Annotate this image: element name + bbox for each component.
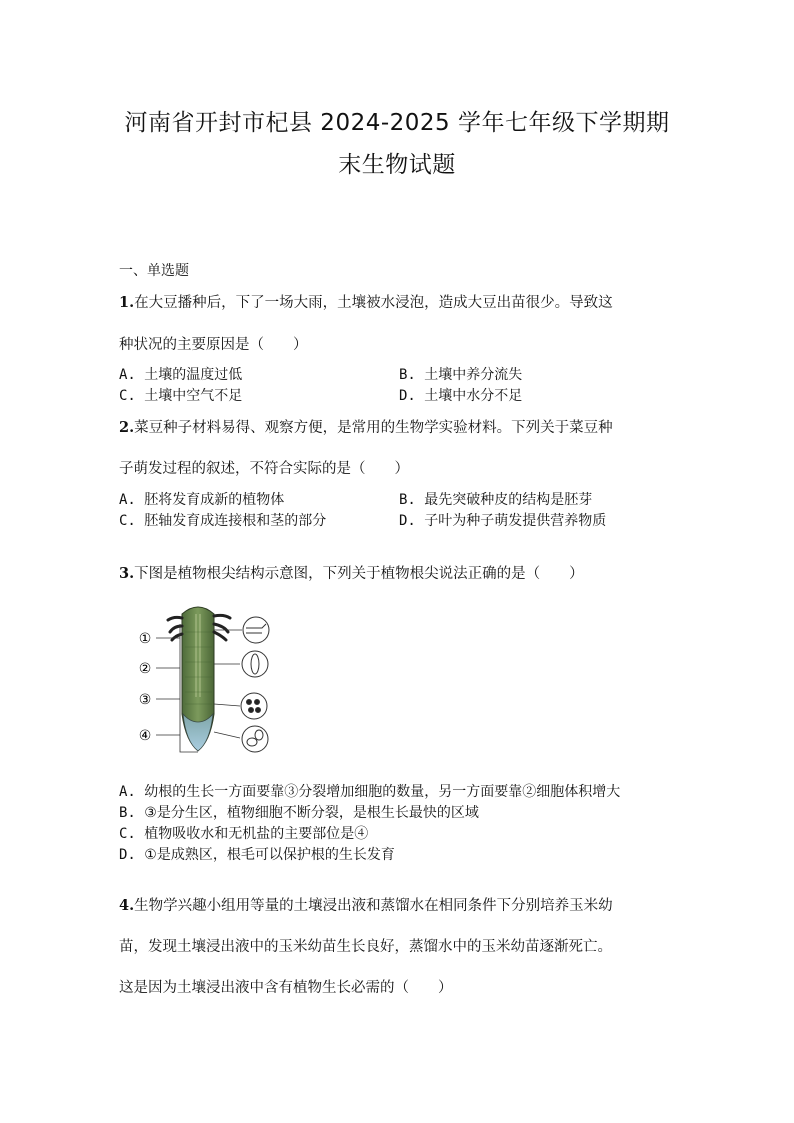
figure-label-4: ④ (138, 728, 152, 744)
question-3-number: 3. (119, 565, 135, 582)
question-1-stem-line2: 种状况的主要原因是（ ） (119, 337, 308, 353)
question-1-number: 1. (119, 294, 135, 311)
question-2-stem-line1 (119, 416, 613, 437)
doc-title-line1: 河南省开封市杞县 2024-2025 学年七年级下学期期 (124, 110, 670, 136)
figure-label-3: ③ (138, 692, 152, 708)
section-heading: 一、单选题 (119, 263, 189, 279)
question-4-number: 4. (119, 897, 135, 914)
cell-inset-meristem (241, 693, 267, 719)
cell-inset-elongation (242, 651, 268, 677)
question-4-text: 生物学兴趣小组用等量的土壤浸出液和蒸馏水在相同条件下分别培养玉米幼 (134, 898, 613, 914)
question-3-option-d: D. ①是成熟区，根毛可以保护根的生长发育 (119, 847, 395, 863)
question-2-stem-line2: 子萌发过程的叙述，不符合实际的是（ ） (119, 461, 409, 477)
question-1-text: 在大豆播种后，下了一场大雨，土壤被水浸泡，造成大豆出苗很少。导致这 (134, 295, 613, 311)
question-1-option-d: D. 土壤中水分不足 (399, 388, 523, 404)
question-3-stem-line1 (119, 562, 584, 583)
cell-inset-root-cap (242, 726, 268, 752)
question-2-option-b: B. 最先突破种皮的结构是胚芽 (399, 492, 593, 508)
root-tip-figure (130, 602, 275, 757)
question-2-option-d: D. 子叶为种子萌发提供营养物质 (399, 513, 607, 529)
question-1-option-c: C. 土壤中空气不足 (119, 388, 243, 404)
cell-inset-mature (243, 617, 269, 643)
question-2-option-a: A. 胚将发育成新的植物体 (119, 492, 285, 508)
doc-title-line2: 末生物试题 (338, 152, 456, 178)
question-4-stem-line2: 苗，发现土壤浸出液中的玉米幼苗生长良好，蒸馏水中的玉米幼苗逐渐死亡。 (119, 939, 612, 955)
question-3-option-b: B. ③是分生区，植物细胞不断分裂，是根生长最快的区域 (119, 805, 479, 821)
figure-label-1: ① (138, 631, 152, 647)
question-2-number: 2. (119, 419, 135, 436)
question-3-option-a: A. 幼根的生长一方面要靠③分裂增加细胞的数量，另一方面要靠②细胞体积增大 (119, 784, 621, 800)
figure-label-2: ② (138, 661, 152, 677)
question-4-stem-line3: 这是因为土壤浸出液中含有植物生长必需的（ ） (119, 980, 453, 996)
question-1-option-a: A. 土壤的温度过低 (119, 367, 243, 383)
question-1-stem-line1 (119, 291, 613, 312)
question-2-option-c: C. 胚轴发育成连接根和茎的部分 (119, 513, 327, 529)
question-2-text: 菜豆种子材料易得、观察方便，是常用的生物学实验材料。下列关于菜豆种 (134, 420, 613, 436)
question-3-text: 下图是植物根尖结构示意图，下列关于植物根尖说法正确的是（ ） (134, 566, 584, 582)
question-3-option-c: C. 植物吸收水和无机盐的主要部位是④ (119, 826, 369, 842)
question-4-stem-line1 (119, 894, 613, 915)
question-1-option-b: B. 土壤中养分流失 (399, 367, 523, 383)
